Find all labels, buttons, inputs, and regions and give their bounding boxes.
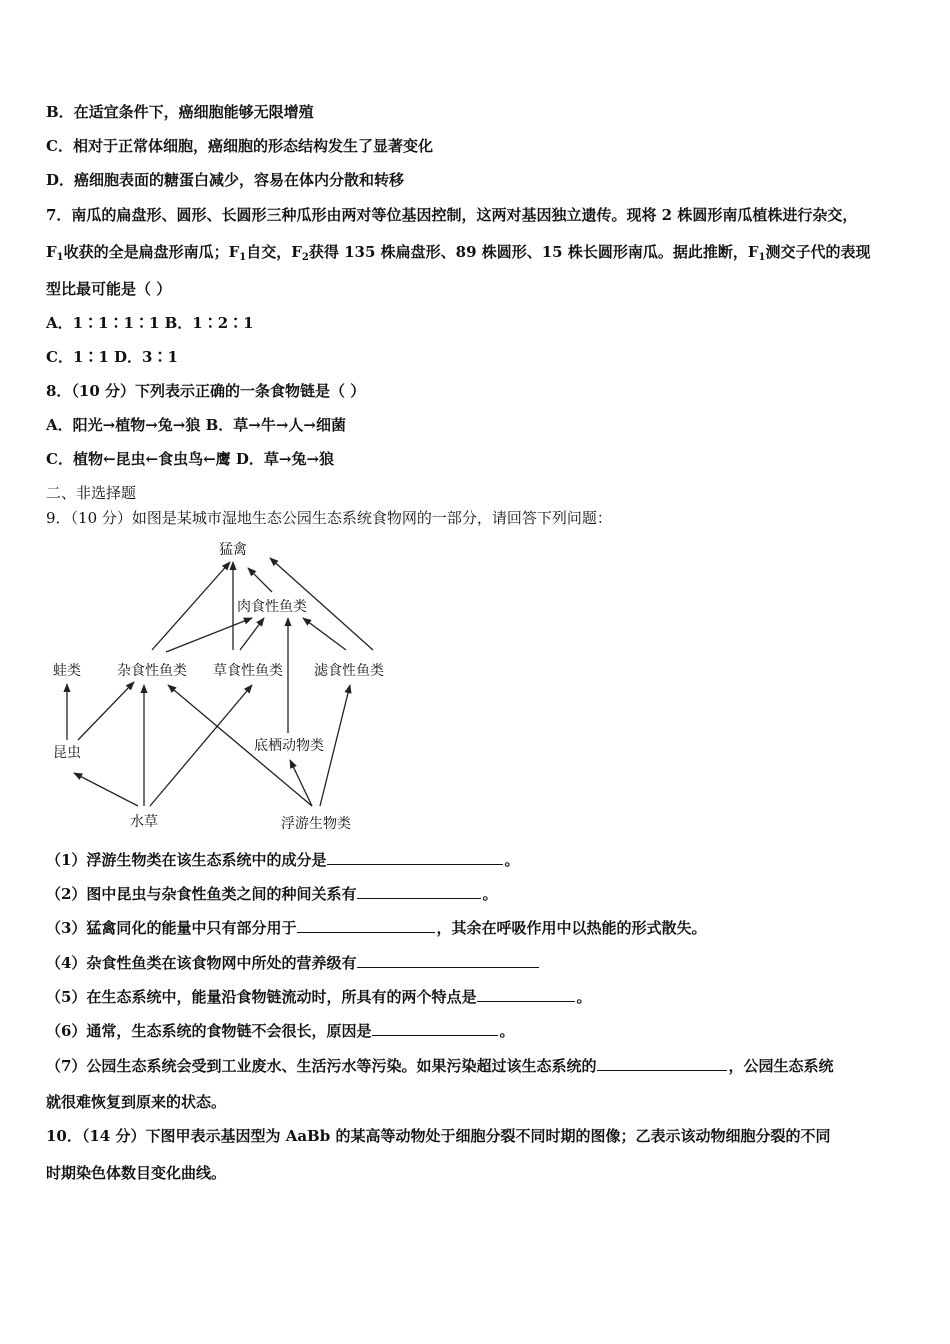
q9-sub3: （3）猛禽同化的能量中只有部分用于 ，其余在呼吸作用中以热能的形式散失。 <box>46 919 707 937</box>
arrow-omnivore-to-raptor <box>152 562 230 650</box>
q7-stem-line1: 7．南瓜的扁盘形、圆形、长圆形三种瓜形由两对等位基因控制，这两对基因独立遗传。现将 2 株圆形南瓜植株进行杂交， <box>46 206 858 224</box>
q9-sub2: （2）图中昆虫与杂食性鱼类之间的种间关系有 。 <box>46 885 498 903</box>
food-web-diagram <box>40 530 400 840</box>
q7-options-ab: A．1∶1∶1∶1 B．1∶2∶1 <box>46 314 254 332</box>
q9-sub7: （7）公园生态系统会受到工业废水、生活污水等污染。如果污染超过该生态系统的 ，公园生态系统 <box>46 1057 834 1075</box>
q7-stem-line3: 型比最可能是（ ） <box>46 280 172 298</box>
food-web-arrows <box>67 558 373 806</box>
q9-sub4: （4）杂食性鱼类在该食物网中所处的营养级有 <box>46 952 540 973</box>
node-frog: 蛙类 <box>53 663 81 679</box>
answer-blank-2 <box>357 883 481 899</box>
arrow-waterweed-to-herbivore <box>150 685 252 806</box>
q8-options-ab: A．阳光→植物→兔→狼 B．草→牛→人→细菌 <box>46 416 346 434</box>
node-plankton: 浮游生物类 <box>281 816 351 832</box>
node-carnivore-fish: 肉食性鱼类 <box>237 599 307 615</box>
q6-option-b: B．在适宜条件下，癌细胞能够无限增殖 <box>46 103 314 121</box>
answer-blank-4 <box>357 952 539 968</box>
q6-option-d: D．癌细胞表面的糖蛋白减少，容易在体内分散和转移 <box>46 171 405 189</box>
node-insect: 昆虫 <box>53 745 81 761</box>
answer-blank-7 <box>597 1055 727 1071</box>
q8-options-cd: C．植物←昆虫←食虫鸟←鹰 D．草→兔→狼 <box>46 450 335 468</box>
q7-stem-line2: $F_1$收获的全是扁盘形南瓜；$F_1$自交，$F_2$获得 135 株扁盘形、89 株圆形、15 株长圆形南瓜。据此推断，$F_1$测交子代的表现 <box>46 243 871 263</box>
section-title: 二、非选择题 <box>46 484 137 502</box>
arrow-herbivore-to-carnivore <box>240 618 264 650</box>
q10-stem-line1: 10．（14 分）下图甲表示基因型为 AaBb 的某高等动物处于细胞分裂不同时期的图像；乙表示该动物细胞分裂的不同 <box>46 1127 831 1145</box>
arrow-plankton-to-benthic <box>290 760 312 806</box>
node-herbivore-fish: 草食性鱼类 <box>213 663 283 679</box>
arrow-omnivore-to-carnivore <box>166 618 252 652</box>
arrow-carnivore-to-raptor <box>248 568 272 592</box>
q9-sub5: （5）在生态系统中，能量沿食物链流动时，所具有的两个特点是 。 <box>46 988 592 1006</box>
answer-blank-1 <box>327 849 503 865</box>
q9-sub6: （6）通常，生态系统的食物链不会很长，原因是 。 <box>46 1022 515 1040</box>
q7-options-cd: C．1∶1 D．3∶1 <box>46 348 178 366</box>
q8-stem: 8．（10 分）下列表示正确的一条食物链是（ ） <box>46 382 366 400</box>
node-omnivore-fish: 杂食性鱼类 <box>117 663 187 679</box>
arrow-filter-to-carnivore <box>303 618 346 650</box>
node-filter-fish: 滤食性鱼类 <box>314 663 384 679</box>
node-waterweed: 水草 <box>130 814 158 830</box>
node-raptor: 猛禽 <box>219 542 247 558</box>
arrow-waterweed-to-insect <box>74 773 138 806</box>
node-benthic: 底栖动物类 <box>254 738 324 754</box>
answer-blank-6 <box>372 1020 498 1036</box>
q10-stem-line2: 时期染色体数目变化曲线。 <box>46 1164 227 1182</box>
q9-sub7-cont: 就很难恢复到原来的状态。 <box>46 1093 227 1111</box>
q9-stem: 9．（10 分）如图是某城市湿地生态公园生态系统食物网的一部分，请回答下列问题： <box>46 509 612 527</box>
arrow-plankton-to-filter <box>320 685 350 806</box>
answer-blank-5 <box>477 986 575 1002</box>
q9-sub1: （1）浮游生物类在该生态系统中的成分是 。 <box>46 851 520 869</box>
answer-blank-3 <box>297 917 435 933</box>
q6-option-c: C．相对于正常体细胞，癌细胞的形态结构发生了显著变化 <box>46 137 433 155</box>
arrow-insect-to-omnivore <box>78 682 134 740</box>
